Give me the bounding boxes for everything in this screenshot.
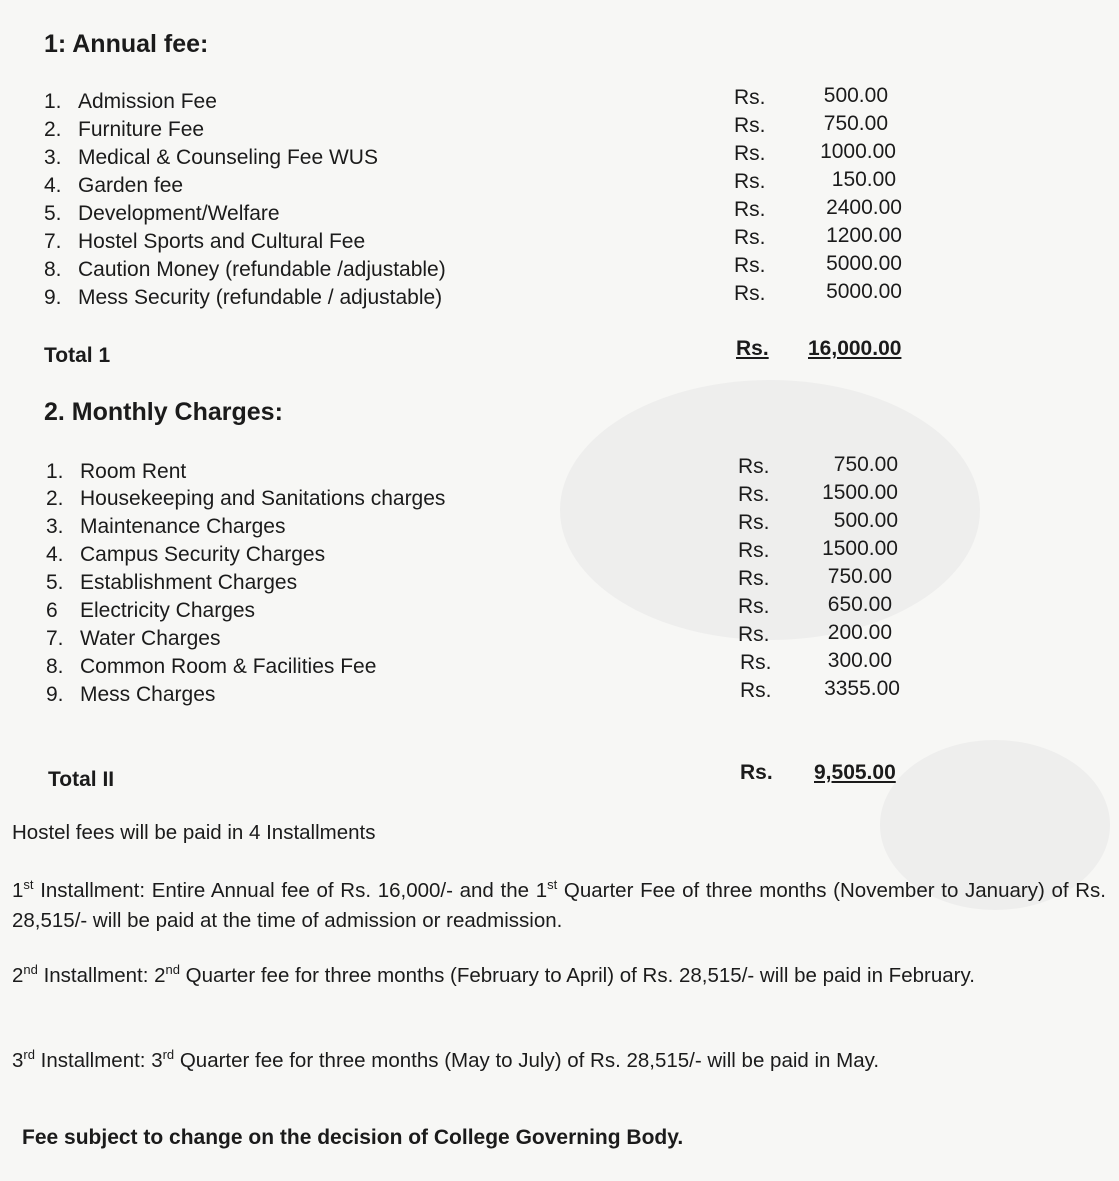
list-item: 9. Mess Security (refundable / adjustable) [44,286,443,309]
currency-label: Rs. [740,651,772,674]
list-item: 5. Development/Welfare [44,202,280,225]
amount-value: 750.00 [823,112,888,135]
amount-value: 1500.00 [822,481,898,504]
amount-value: 5000.00 [826,280,902,303]
amount-value: 750.00 [833,453,898,476]
currency-label: Rs. [738,595,770,618]
currency-label: Rs. [734,282,766,305]
currency-label: Rs. [738,511,770,534]
list-item: 3. Medical & Counseling Fee WUS [44,146,378,169]
currency-label: Rs. [734,170,766,193]
list-item: 4. Garden fee [44,174,184,197]
list-item: 7. Hostel Sports and Cultural Fee [44,230,366,253]
list-item: 2. Furniture Fee [44,118,205,141]
currency-label: Rs. [734,226,766,249]
currency-label: Rs. [734,254,766,277]
total-2-currency: Rs. [740,761,773,784]
currency-label: Rs. [740,679,772,702]
total-2-amount: 9,505.00 [814,761,896,784]
amount-value: 3355.00 [824,677,900,700]
currency-label: Rs. [738,539,770,562]
total-1-label: Total 1 [44,344,111,367]
monthly-charges-heading: 2. Monthly Charges: [44,398,283,426]
installment-third: 3rd Installment: 3rd Quarter fee for three months (May to July) of Rs. 28,515/- will be paid in May. [12,1047,880,1072]
amount-value: 1000.00 [820,140,896,163]
fee-change-notice: Fee subject to change on the decision of College Governing Body. [22,1126,684,1149]
currency-label: Rs. [734,142,766,165]
list-item: 4. Campus Security Charges [46,543,326,566]
amount-value: 650.00 [827,593,892,616]
installment-second: 2nd Installment: 2nd Quarter fee for three months (February to April) of Rs. 28,515/- will be paid in February. [12,962,975,987]
list-item: 8. Common Room & Facilities Fee [46,655,377,678]
amount-value: 750.00 [827,565,892,588]
total-1-amount: 16,000.00 [808,337,902,360]
currency-label: Rs. [738,483,770,506]
installment-first: 1st Installment: Entire Annual fee of Rs. 16,000/- and the 1st Quarter Fee of three months (November to January) of Rs. 28,515/- will be paid at the time of admission or readmission. [12,877,1106,932]
total-1-currency: Rs. [736,337,769,360]
amount-value: 1200.00 [826,224,902,247]
list-item: 7. Water Charges [46,627,221,650]
currency-label: Rs. [738,623,770,646]
list-item: 1. Room Rent [46,460,187,483]
currency-label: Rs. [738,455,770,478]
installments-intro: Hostel fees will be paid in 4 Installments [12,821,376,844]
list-item: 3. Maintenance Charges [46,515,286,538]
list-item: 1. Admission Fee [44,90,217,113]
amount-value: 200.00 [827,621,892,644]
amount-value: 1500.00 [822,537,898,560]
total-2-label: Total II [48,768,115,791]
currency-label: Rs. [734,86,766,109]
amount-value: 300.00 [827,649,892,672]
list-item: 9. Mess Charges [46,683,216,706]
amount-value: 500.00 [823,84,888,107]
list-item: 2. Housekeeping and Sanitations charges [46,487,446,510]
annual-fee-heading: 1: Annual fee: [44,30,209,58]
currency-label: Rs. [734,114,766,137]
currency-label: Rs. [734,198,766,221]
list-item: 8. Caution Money (refundable /adjustable) [44,258,446,281]
list-item: 5. Establishment Charges [46,571,298,594]
amount-value: 150.00 [831,168,896,191]
currency-label: Rs. [738,567,770,590]
amount-value: 2400.00 [826,196,902,219]
scan-smudge [560,380,980,640]
amount-value: 5000.00 [826,252,902,275]
list-item: 6 Electricity Charges [46,599,256,622]
amount-value: 500.00 [833,509,898,532]
